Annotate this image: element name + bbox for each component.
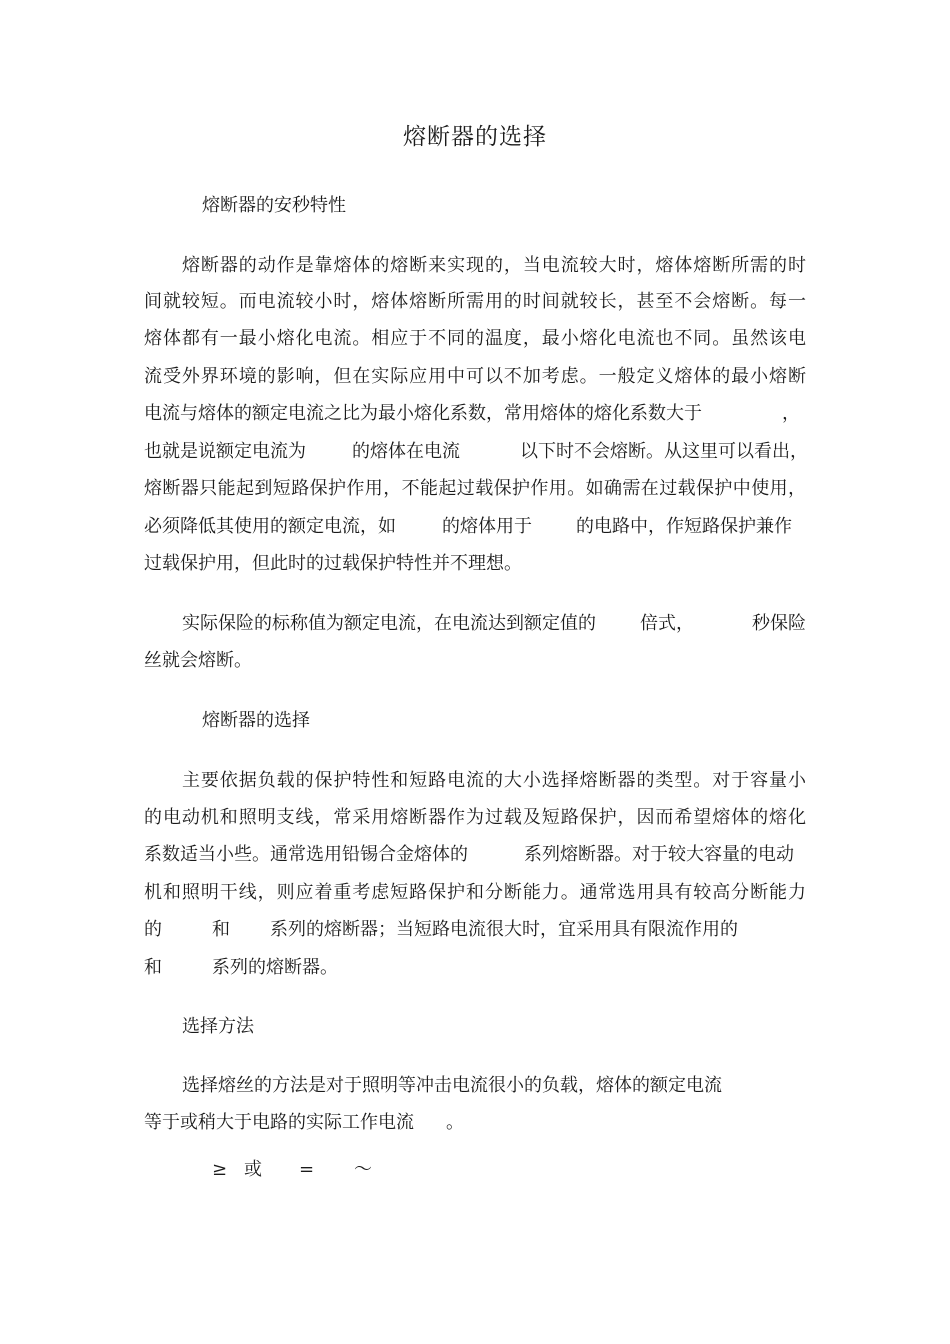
paragraph-line: 熔断器的动作是靠熔体的熔断来实现的，当电流较大时，熔体熔断所需的时 <box>182 255 806 276</box>
paragraph-line: 秒保险 <box>752 613 806 634</box>
paragraph-line: 机和照明干线，则应着重考虑短路保护和分断能力。通常选用具有较高分断能力 <box>144 882 806 903</box>
paragraph-line: 实际保险的标称值为额定电流，在电流达到额定值的 <box>182 613 596 634</box>
paragraph-line: 主要依据负载的保护特性和短路电流的大小选择熔断器的类型。对于容量小 <box>182 770 806 791</box>
paragraph-line: 倍式， <box>640 613 694 634</box>
paragraph-line: 以下时不会熔断。从这里可以看出， <box>520 441 808 462</box>
section-heading: 熔断器的安秒特性 <box>202 195 346 216</box>
paragraph-line: 必须降低其使用的额定电流，如 <box>144 516 396 537</box>
section-heading: 选择方法 <box>182 1016 254 1037</box>
paragraph-line: ， <box>782 403 800 424</box>
paragraph-line: 过载保护用，但此时的过载保护特性并不理想。 <box>144 553 522 574</box>
paragraph-line: 丝就会熔断。 <box>144 650 252 671</box>
paragraph-line: 流受外界环境的影响，但在实际应用中可以不加考虑。一般定义熔体的最小熔断 <box>144 366 806 387</box>
paragraph-line: 和 <box>144 957 162 978</box>
paragraph-line: 电流与熔体的额定电流之比为最小熔化系数，常用熔体的熔化系数大于 <box>144 403 702 424</box>
paragraph-line: 熔体都有一最小熔化电流。相应于不同的温度，最小熔化电流也不同。虽然该电 <box>144 328 806 349</box>
paragraph-line: 和 <box>212 919 230 940</box>
paragraph-line: 。 <box>446 1112 464 1133</box>
paragraph-line: 的熔体在电流 <box>352 441 460 462</box>
formula-symbol: = <box>299 1159 315 1180</box>
paragraph-line: 系列熔断器。对于较大容量的电动 <box>524 844 794 865</box>
paragraph-line: 等于或稍大于电路的实际工作电流 <box>144 1112 414 1133</box>
section-heading: 熔断器的选择 <box>202 710 310 731</box>
paragraph-line: 的电动机和照明支线，常采用熔断器作为过载及短路保护，因而希望熔体的熔化 <box>144 807 806 828</box>
paragraph-line: 的电路中，作短路保护兼作 <box>576 516 792 537</box>
paragraph-line: 的熔体用于 <box>442 516 532 537</box>
paragraph-line: 系数适当小些。通常选用铅锡合金熔体的 <box>144 844 468 865</box>
document-title: 熔断器的选择 <box>403 124 547 150</box>
paragraph-line: 也就是说额定电流为 <box>144 441 306 462</box>
paragraph-line: 系列的熔断器。 <box>212 957 338 978</box>
formula-symbol: ≥ <box>212 1159 228 1180</box>
formula-symbol: ～ <box>354 1159 372 1180</box>
paragraph-line: 的 <box>144 919 162 940</box>
paragraph-line: 熔断器只能起到短路保护作用，不能起过载保护作用。如确需在过载保护中使用， <box>144 478 806 499</box>
paragraph-line: 系列的熔断器；当短路电流很大时，宜采用具有限流作用的 <box>270 919 738 940</box>
formula-symbol: 或 <box>244 1159 262 1180</box>
paragraph-line: 间就较短。而电流较小时，熔体熔断所需用的时间就较长，甚至不会熔断。每一 <box>144 291 806 312</box>
paragraph-line: 选择熔丝的方法是对于照明等冲击电流很小的负载，熔体的额定电流 <box>182 1075 722 1096</box>
